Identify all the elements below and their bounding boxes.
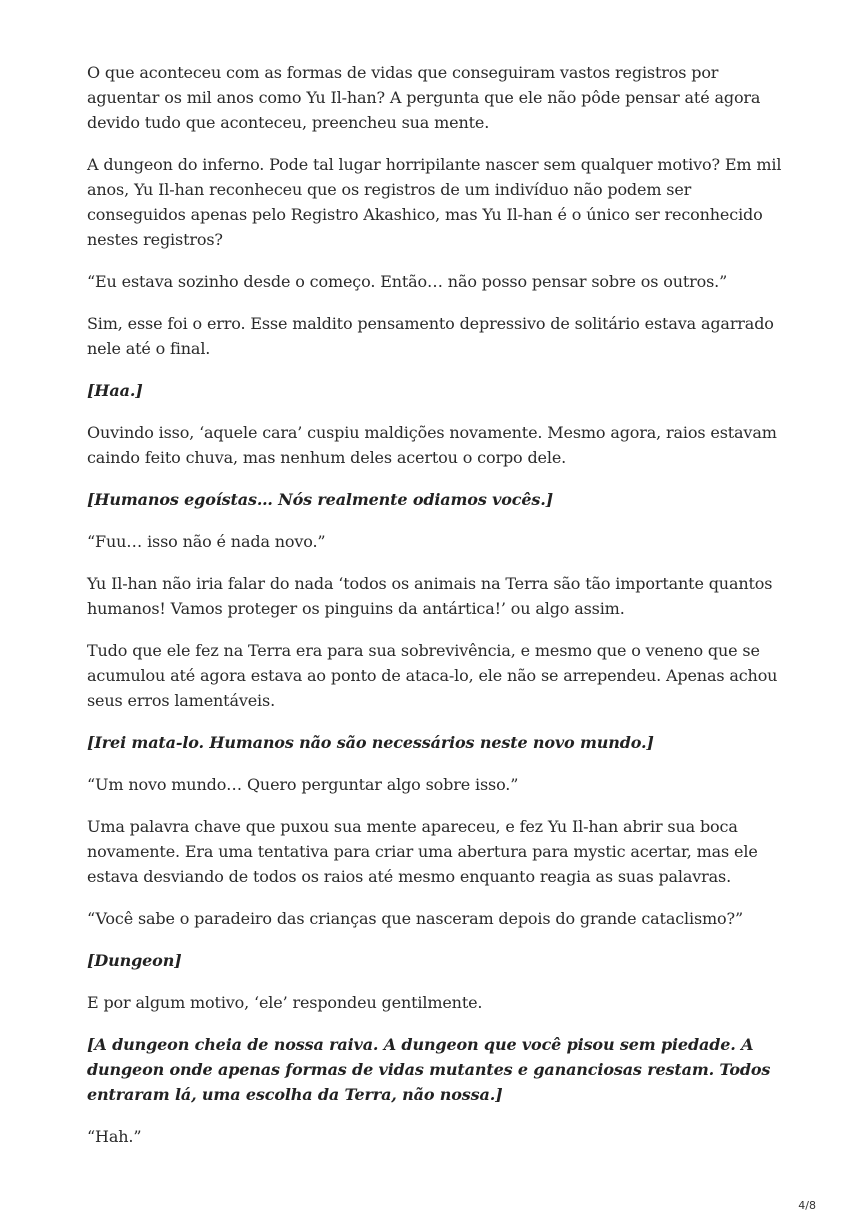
paragraph-9: Yu Il-han não iria falar do nada ‘todos os animais na Terra são tão importante quantos humanos! Vamos proteger os pinguins da antártica!’ ou algo assim.	[87, 574, 773, 618]
document-page	[87, 60, 787, 1166]
paragraph-7-speech: [Humanos egoístas… Nós realmente odiamos vocês.]	[87, 490, 554, 509]
paragraph-4: Sim, esse foi o erro. Esse maldito pensamento depressivo de solitário estava agarrado nele até o final.	[87, 314, 774, 358]
paragraph-3: “Eu estava sozinho desde o começo. Então… não posso pensar sobre os outros.”	[87, 272, 728, 291]
paragraph-12: “Um novo mundo… Quero perguntar algo sobre isso.”	[87, 775, 519, 794]
paragraph-1: O que aconteceu com as formas de vidas que conseguiram vastos registros por aguentar os mil anos como Yu Il-han? A pergunta que ele não pôde pensar até agora devido tudo que aconteceu, preencheu sua mente.	[87, 63, 761, 132]
paragraph-2: A dungeon do inferno. Pode tal lugar horripilante nascer sem qualquer motivo? Em mil anos, Yu Il-han reconheceu que os registros de um indivíduo não podem ser conseguidos apenas pelo Registro Akashico, mas Yu Il-han é o único ser reconhecido nestes registros?	[87, 155, 782, 249]
paragraph-6: Ouvindo isso, ‘aquele cara’ cuspiu maldições novamente. Mesmo agora, raios estavam caindo feito chuva, mas nenhum deles acertou o corpo dele.	[87, 423, 777, 467]
paragraph-15-speech: [Dungeon]	[87, 951, 182, 970]
paragraph-14: “Você sabe o paradeiro das crianças que nasceram depois do grande cataclismo?”	[87, 909, 743, 928]
paragraph-5-speech: [Haa.]	[87, 381, 143, 400]
paragraph-11-speech: [Irei mata-lo. Humanos não são necessários neste novo mundo.]	[87, 733, 654, 752]
paragraph-16: E por algum motivo, ‘ele’ respondeu gentilmente.	[87, 993, 483, 1012]
paragraph-17-speech: [A dungeon cheia de nossa raiva. A dungeon que você pisou sem piedade. A dungeon onde apenas formas de vidas mutantes e gananciosas restam. Todos entraram lá, uma escolha da Terra, não nossa.]	[87, 1035, 771, 1104]
paragraph-13: Uma palavra chave que puxou sua mente apareceu, e fez Yu Il-han abrir sua boca novamente. Era uma tentativa para criar uma abertura para mystic acertar, mas ele estava desviando de todos os raios até mesmo enquanto reagia as suas palavras.	[87, 817, 758, 886]
paragraph-10: Tudo que ele fez na Terra era para sua sobrevivência, e mesmo que o veneno que se acumulou até agora estava ao ponto de ataca-lo, ele não se arrependeu. Apenas achou seus erros lamentáveis.	[87, 641, 778, 710]
paragraph-8: “Fuu… isso não é nada novo.”	[87, 532, 326, 551]
paragraph-18: “Hah.”	[87, 1127, 142, 1146]
page-number: 4/8	[798, 1199, 816, 1212]
